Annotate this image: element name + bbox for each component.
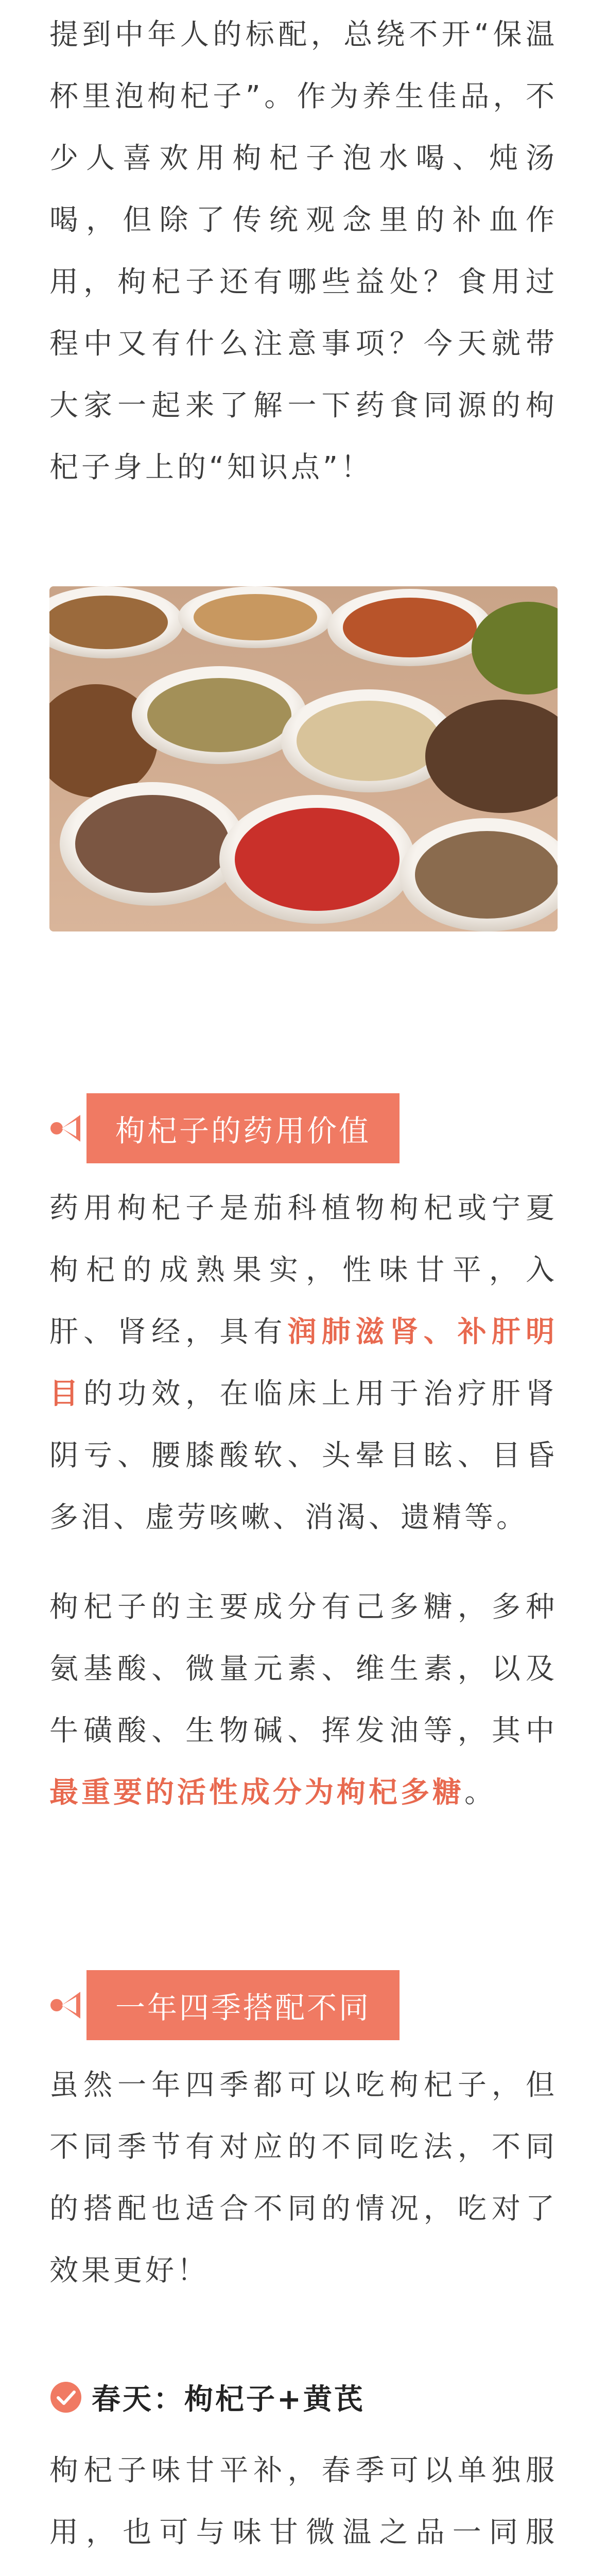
medicinal-paragraph xyxy=(49,1178,558,1549)
medicinal-text-end: 的功效，在临床上用于治疗肝肾阴亏、腰膝酸软、头晕目眩、目昏多泪、虚劳咳嗽、消渴、遗精等。 xyxy=(49,1377,558,1534)
medicinal-highlight: 润肺滋肾、补肝明目 xyxy=(49,1315,558,1411)
components-paragraph xyxy=(49,1577,558,1824)
check-circle-icon xyxy=(49,2381,82,2414)
intro-paragraph: 提到中年人的标配，总绕不开“保温杯里泡枸杞子”。作为养生佳品，不少人喜欢用枸杞子泡水喝、炖汤喝，但除了传统观念里的补血作用，枸杞子还有哪些益处？食用过程中又有什么注意事项？今天就带大家一起来了解一下药食同源的枸杞子身上的“知识点”！ xyxy=(49,18,558,484)
spring-text: 枸杞子味甘平补，春季可以单独服用，也可与味甘微温之品一同服 xyxy=(49,2454,558,2549)
seasons-paragraph: 虽然一年四季都可以吃枸杞子，但不同季节有对应的不同吃法，不同的搭配也适合不同的情况，吃对了效果更好！ xyxy=(49,2069,558,2287)
components-highlight: 最重要的活性成分为枸杞多糖 xyxy=(49,1776,464,1809)
speaker-arrow-icon xyxy=(49,1093,82,1163)
components-text: 枸杞子的主要成分有己多糖，多种氨基酸、微量元素、维生素，以及牛磺酸、生物碱、挥发油等，其中 xyxy=(49,1590,558,1748)
section-header-seasons xyxy=(49,1970,400,2040)
section-title: 一年四季搭配不同 xyxy=(86,1970,400,2040)
spring-paragraph xyxy=(49,2440,558,2576)
spring-title: 春天：枸杞子+黄芪 xyxy=(92,2383,365,2416)
speaker-arrow-icon xyxy=(49,1970,82,2040)
spring-subheader xyxy=(49,2374,365,2420)
herbs-bowls-illustration xyxy=(49,586,558,931)
section-header-medicinal-value xyxy=(49,1093,400,1163)
components-text-end: 。 xyxy=(464,1776,496,1809)
herbs-photo xyxy=(49,586,558,931)
section-title: 枸杞子的药用价值 xyxy=(86,1093,400,1163)
medicinal-text: 药用枸杞子是茄科植物枸杞或宁夏枸杞的成熟果实，性味甘平，入肝、肾经，具有 xyxy=(49,1192,558,1349)
